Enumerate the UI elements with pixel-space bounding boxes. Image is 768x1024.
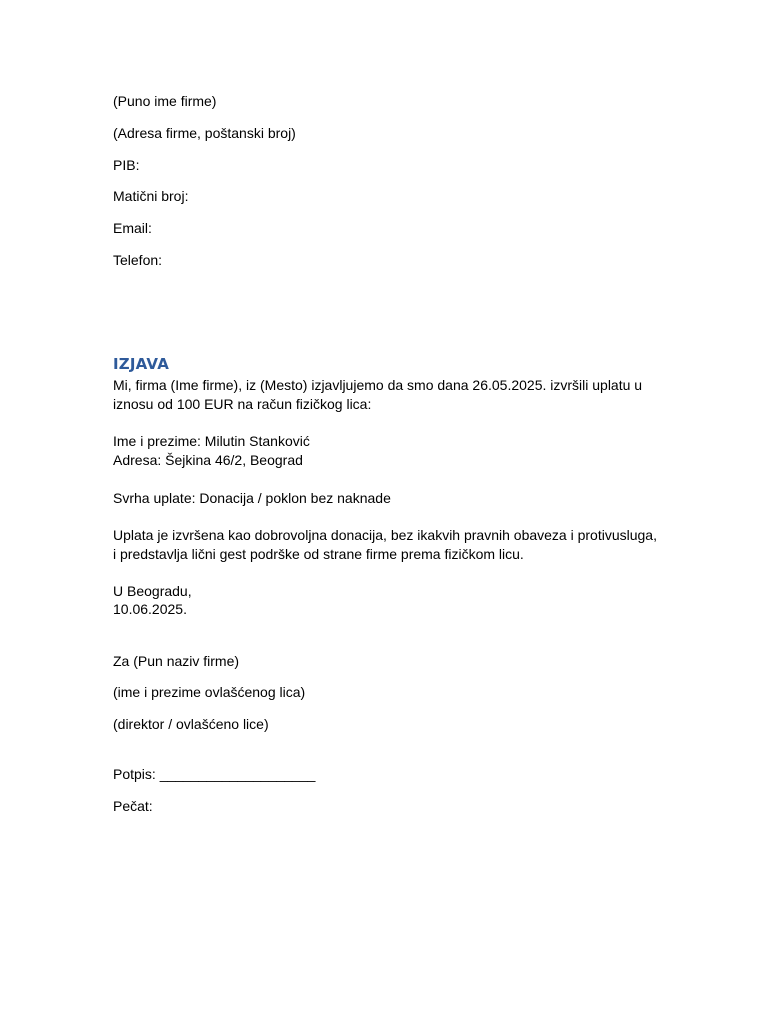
maticni-broj-label: Matični broj:	[113, 188, 189, 204]
intro-line-2: iznosu od 100 EUR na račun fizičkog lica:	[113, 396, 372, 412]
for-company: Za (Pun naziv firme)	[113, 653, 240, 669]
company-name-placeholder: (Puno ime firme)	[113, 93, 217, 109]
place: U Beogradu,	[113, 583, 192, 599]
date: 10.06.2025.	[113, 601, 187, 617]
stamp-label: Pečat:	[113, 798, 153, 814]
email-label: Email:	[113, 220, 152, 236]
recipient-name: Ime i prezime: Milutin Stanković	[113, 433, 310, 449]
statement-line-2: i predstavlja lični gest podrške od strane firme prema fizičkom licu.	[113, 546, 524, 562]
payment-purpose: Svrha uplate: Donacija / poklon bez naknade	[113, 490, 391, 506]
signature-line: Potpis: ____________________	[113, 766, 316, 782]
telefon-label: Telefon:	[113, 252, 163, 268]
authorized-person-role: (direktor / ovlašćeno lice)	[113, 716, 269, 732]
company-address-placeholder: (Adresa firme, poštanski broj)	[113, 125, 296, 141]
authorized-person-name: (ime i prezime ovlašćenog lica)	[113, 684, 306, 700]
recipient-address: Adresa: Šejkina 46/2, Beograd	[113, 452, 303, 468]
pib-label: PIB:	[113, 157, 140, 173]
intro-line-1: Mi, firma (Ime firme), iz (Mesto) izjavljujemo da smo dana 26.05.2025. izvršili uplatu u	[113, 377, 643, 393]
statement-line-1: Uplata je izvršena kao dobrovoljna donacija, bez ikakvih pravnih obaveza i protivusluga,	[113, 527, 657, 543]
document-title: IZJAVA	[113, 355, 170, 373]
